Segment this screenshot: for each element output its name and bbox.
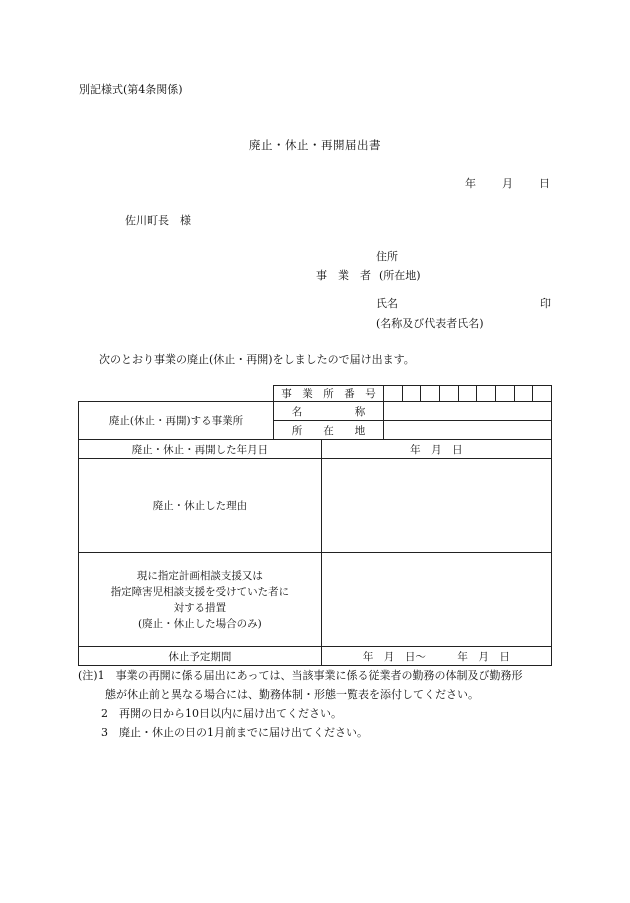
period-value[interactable]: 年 月 日〜 年 月 日 (321, 647, 551, 666)
office-number-digit[interactable] (477, 386, 496, 402)
measures-label-line: 現に指定計画相談支援又は (136, 569, 263, 582)
office-location-label: 所 在 地 (274, 421, 384, 440)
note-1-line-2: 態が休止前と異なる場合には、勤務体制・形態一覧表を添付してください。 (105, 688, 479, 701)
note-3 (78, 723, 522, 742)
business-label: 事 業 者 (316, 269, 371, 282)
submission-date (465, 175, 550, 191)
measures-label-line: 対する措置 (173, 601, 227, 614)
note-3-text: 廃止・休止の日の1月前までに届け出てください。 (119, 726, 368, 739)
note-2-number: 2 (101, 707, 108, 720)
measures-field[interactable] (321, 553, 551, 647)
measures-label (79, 553, 322, 647)
date-year: 年 (465, 177, 476, 190)
office-number-digit[interactable] (421, 386, 440, 402)
measures-label-line: (廃止・休止した場合のみ) (138, 617, 262, 630)
name-sub-label: (名称及び代表者氏名) (376, 317, 484, 330)
office-number-digit[interactable] (402, 386, 421, 402)
date-month: 月 (502, 177, 513, 190)
note-1-line-1: 事業の再開に係る届出にあっては、当該事業に係る従業者の勤務の体制及び勤務形 (115, 669, 523, 682)
note-3-number: 3 (101, 726, 108, 739)
date-value[interactable]: 年 月 日 (321, 440, 551, 459)
office-label: 廃止(休止・再開)する事業所 (79, 402, 274, 440)
blank-corner (79, 386, 274, 402)
note-1 (78, 666, 522, 685)
office-number-label: 事 業 所 番 号 (274, 386, 384, 402)
seal-mark: 印 (540, 297, 551, 310)
note-2 (78, 704, 522, 723)
reason-label: 廃止・休止した理由 (79, 459, 322, 553)
date-label: 廃止・休止・再開した年月日 (79, 440, 322, 459)
note-2-text: 再開の日から10日以内に届け出てください。 (119, 707, 342, 720)
name-label: 氏名 (376, 297, 398, 310)
reason-field[interactable] (321, 459, 551, 553)
office-number-digit[interactable] (439, 386, 458, 402)
recipient: 佐川町長 様 (125, 214, 191, 227)
date-day: 日 (539, 177, 550, 190)
office-number-digit[interactable] (533, 386, 552, 402)
office-location-field[interactable] (383, 421, 551, 440)
note-prefix: (注)1 (78, 669, 105, 682)
address-label: 住所 (376, 250, 398, 263)
office-number-digit[interactable] (458, 386, 477, 402)
intro-text: 次のとおり事業の廃止(休止・再開)をしましたので届け出ます。 (99, 353, 415, 366)
office-name-field[interactable] (383, 402, 551, 421)
notes-section (78, 666, 522, 742)
office-number-digit[interactable] (495, 386, 514, 402)
period-label: 休止予定期間 (79, 647, 322, 666)
office-name-label: 名 称 (274, 402, 384, 421)
notification-table (78, 385, 552, 666)
office-number-digit[interactable] (383, 386, 402, 402)
office-number-digit[interactable] (514, 386, 533, 402)
document-title: 廃止・休止・再開届出書 (249, 138, 381, 152)
business-suffix: (所在地) (379, 269, 421, 282)
form-id: 別記様式(第4条関係) (79, 83, 183, 96)
measures-label-line: 指定障害児相談支援を受けていた者に (110, 585, 290, 598)
